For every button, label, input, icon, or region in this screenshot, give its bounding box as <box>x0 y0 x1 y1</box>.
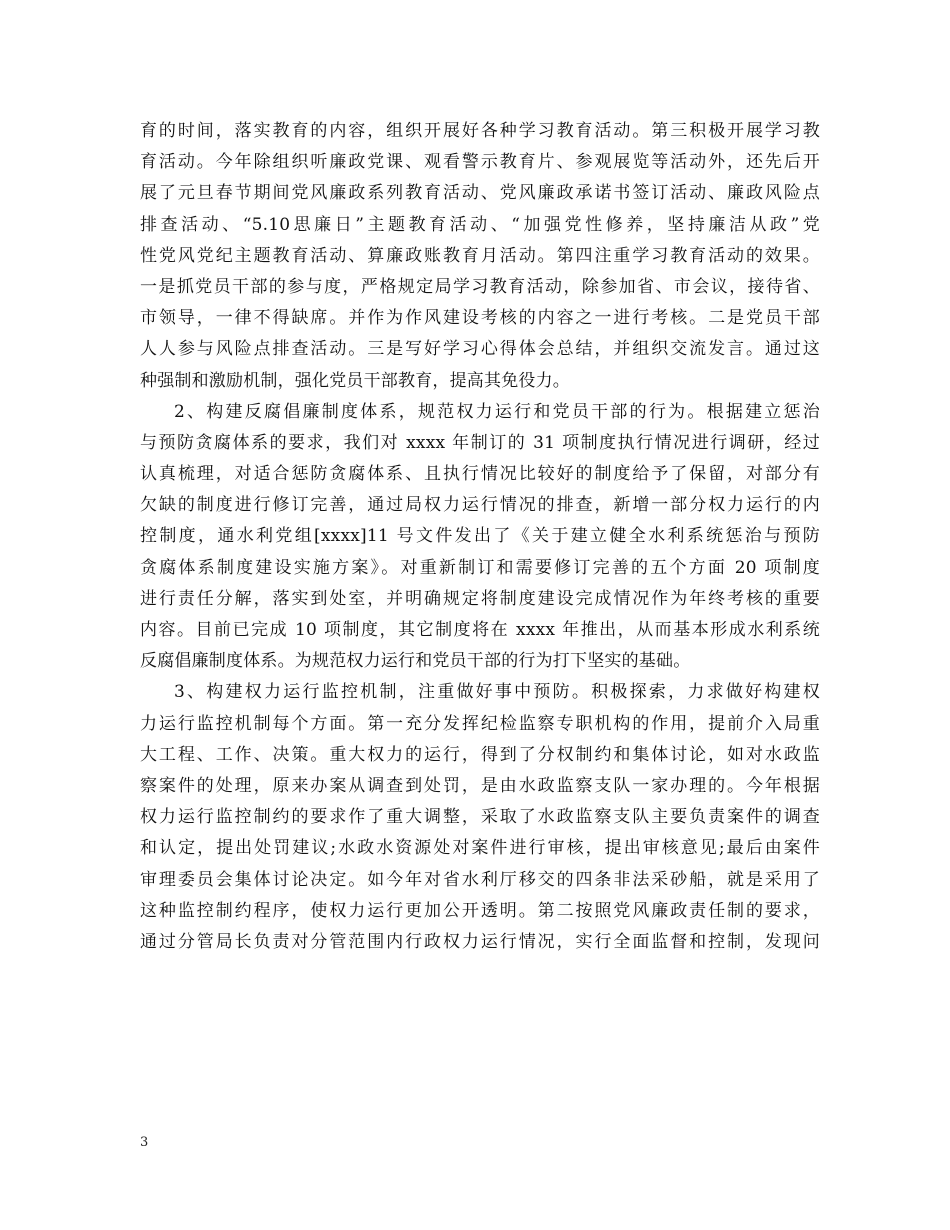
text-line: 控制度，通水利党组[xxxx]11 号文件发出了《关于建立健全水利系统惩治与预防 <box>140 526 820 547</box>
text-line: 和认定，提出处罚建议;水政水资源处对案件进行审核，提出审核意见;最后由案件 <box>140 838 820 859</box>
text-line: 性党风党纪主题教育活动、算廉政账教育月活动。第四注重学习教育活动的效果。 <box>140 245 820 266</box>
text-line: 种强制和激励机制，强化党员干部教育，提高其免役力。 <box>140 370 570 391</box>
text-line: 力运行监控机制每个方面。第一充分发挥纪检监察专职机构的作用，提前介入局重 <box>140 713 820 734</box>
text-line: 展了元旦春节期间党风廉政系列教育活动、党风廉政承诺书签订活动、廉政风险点 <box>140 183 820 204</box>
text-line: 权力运行监控制约的要求作了重大调整，采取了水政监察支队主要负责案件的调查 <box>140 807 820 828</box>
text-line: 育活动。今年除组织听廉政党课、观看警示教育片、参观展览等活动外，还先后开 <box>140 152 820 173</box>
text-line: 内容。目前已完成 10 项制度，其它制度将在 xxxx 年推出，从而基本形成水利系统 <box>140 620 820 640</box>
text-line: 通过分管局长负责对分管范围内行政权力运行情况，实行全面监督和控制，发现问 <box>140 931 820 952</box>
text-line: 察案件的处理，原来办案从调查到处罚，是由水政监察支队一家办理的。今年根据 <box>140 775 820 796</box>
text-line: 与预防贪腐体系的要求，我们对 xxxx 年制订的 31 项制度执行情况进行调研，经过 <box>140 432 820 453</box>
text-line: 审理委员会集体讨论决定。如今年对省水利厅移交的四条非法采砂船，就是采用了 <box>140 869 820 890</box>
text-line: 反腐倡廉制度体系。为规范权力运行和党员干部的行为打下坚实的基础。 <box>140 651 691 672</box>
text-line: 欠缺的制度进行修订完善，通过局权力运行情况的排查，新增一部分权力运行的内 <box>140 495 820 516</box>
text-line: 育的时间，落实教育的内容，组织开展好各种学习教育活动。第三积极开展学习教 <box>140 121 820 141</box>
text-line: 人人参与风险点排查活动。三是写好学习心得体会总结，并组织交流发言。通过这 <box>140 339 820 360</box>
text-line: 大工程、工作、决策。重大权力的运行，得到了分权制约和集体讨论，如对水政监 <box>140 744 820 765</box>
text-line: 3、构建权力运行监控机制，注重做好事中预防。积极探索，力求做好构建权 <box>174 682 820 703</box>
text-line: 这种监控制约程序，使权力运行更加公开透明。第二按照党风廉政责任制的要求， <box>140 900 820 921</box>
text-line: 进行责任分解，落实到处室，并明确规定将制度建设完成情况作为年终考核的重要 <box>140 588 820 609</box>
text-line: 市领导，一律不得缺席。并作为作风建设考核的内容之一进行考核。二是党员干部 <box>140 308 820 329</box>
text-line: 一是抓党员干部的参与度，严格规定局学习教育活动，除参加省、市会议，接待省、 <box>140 276 820 297</box>
text-line: 2、构建反腐倡廉制度体系，规范权力运行和党员干部的行为。根据建立惩治 <box>174 401 820 422</box>
text-line: 认真梳理，对适合惩防贪腐体系、且执行情况比较好的制度给予了保留，对部分有 <box>140 464 820 485</box>
text-line: 排查活动、“5.10思廉日”主题教育活动、“加强党性修养，坚持廉洁从政”党 <box>140 214 820 235</box>
page-number: 3 <box>140 1135 149 1150</box>
text-line: 贪腐体系制度建设实施方案》。对重新制订和需要修订完善的五个方面 20 项制度 <box>140 557 820 578</box>
body-text <box>140 116 820 958</box>
